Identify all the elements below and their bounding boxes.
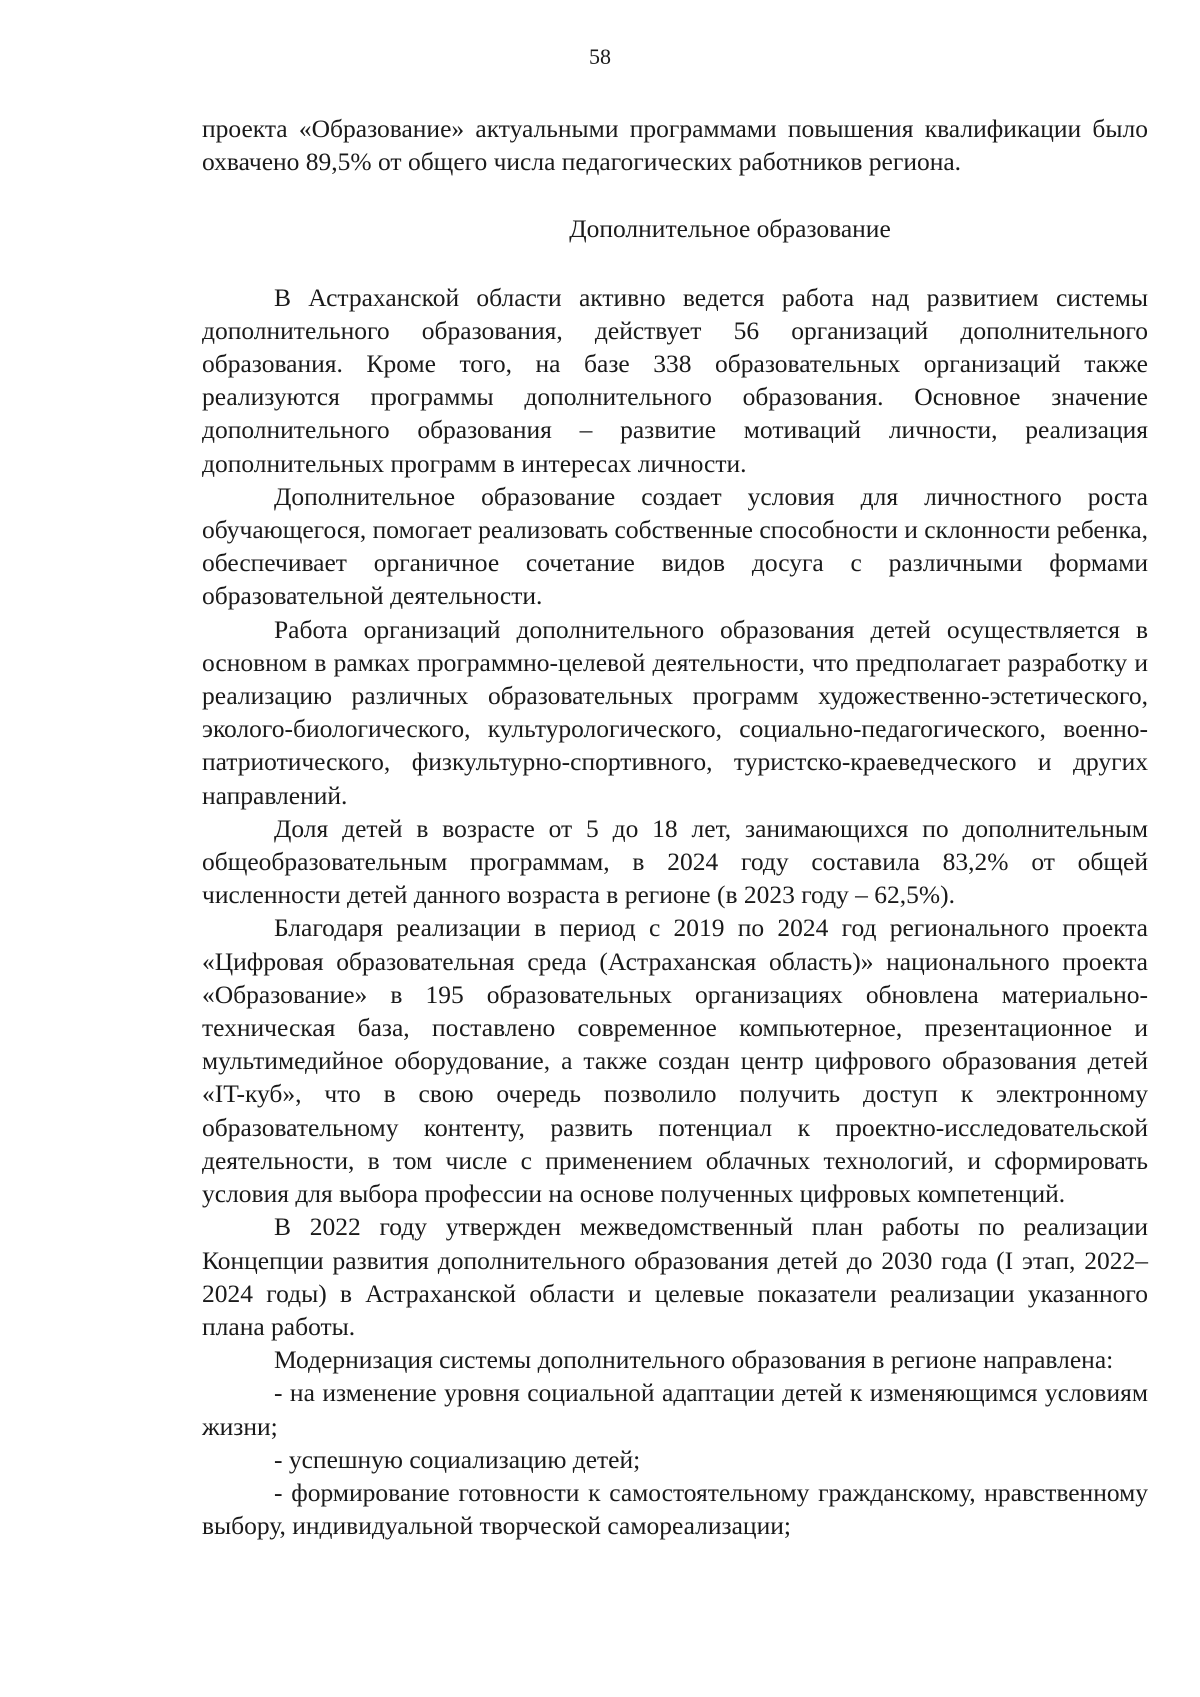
paragraph: Работа организаций дополнительного образования детей осуществляется в основном в рамках программно-целевой деятельности, что предполагает разработку и реализацию различных образовательных программ художественно-эстетического, эколого-биологического, культурологического, социально-педагогического, военно-патриотического, физкультурно-спортивного, туристско-краеведческого и других направлений. xyxy=(202,614,1148,810)
paragraph: В 2022 году утвержден межведомственный план работы по реализации Концепции развития дополнительного образования детей до 2030 года (I этап, 2022–2024 годы) в Астраханской области и целевые показатели реализации указанного плана работы. xyxy=(202,1212,1148,1341)
list-item: - успешную социализацию детей; xyxy=(274,1444,641,1474)
list-item: - формирование готовности к самостоятельному гражданскому, нравственному выбору, индивидуальной творческой самореализации; xyxy=(202,1477,1148,1541)
paragraph: Доля детей в возрасте от 5 до 18 лет, занимающихся по дополнительным общеобразовательным программам, в 2024 году составила 83,2% от общей численности детей данного возраста в регионе (в 2023 году – 62,5%). xyxy=(202,813,1148,910)
list-item: - на изменение уровня социальной адаптации детей к изменяющимся условиям жизни; xyxy=(202,1378,1148,1441)
paragraph: Модернизация системы дополнительного образования в регионе направлена: xyxy=(274,1345,1114,1375)
document-body xyxy=(202,112,1148,1542)
paragraph: В Астраханской области активно ведется работа над развитием системы дополнительного образования, действует 56 организаций дополнительного образования. Кроме того, на базе 338 образовательных организаций также реализуются программы дополнительного образования. Основное значение дополнительного образования – развитие мотиваций личности, реализация дополнительных программ в интересах личности. xyxy=(202,282,1148,478)
paragraph: Благодаря реализации в период с 2019 по 2024 год регионального проекта «Цифровая образовательная среда (Астраханская область)» национального проекта «Образование» в 195 образовательных организациях обновлена материально-техническая база, поставлено современное компьютерное, презентационное и мультимедийное оборудование, а также создан центр цифрового образования детей «IT-куб», что в свою очередь позволило получить доступ к электронному образовательному контенту, развить потенциал к проектно-исследовательской деятельности, в том числе с применением облачных технологий, и сформировать условия для выбора профессии на основе полученных цифровых компетенций. xyxy=(202,913,1148,1209)
paragraph-continuation: проекта «Образование» актуальными программами повышения квалификации было охвачено 89,5% от общего числа педагогических работников региона. xyxy=(202,114,1148,177)
page-number: 58 xyxy=(589,44,611,69)
paragraph: Дополнительное образование создает условия для личностного роста обучающегося, помогает реализовать собственные способности и склонности ребенка, обеспечивает органичное сочетание видов досуга с различными формами образовательной деятельности. xyxy=(202,481,1149,611)
section-title: Дополнительное образование xyxy=(569,214,891,244)
